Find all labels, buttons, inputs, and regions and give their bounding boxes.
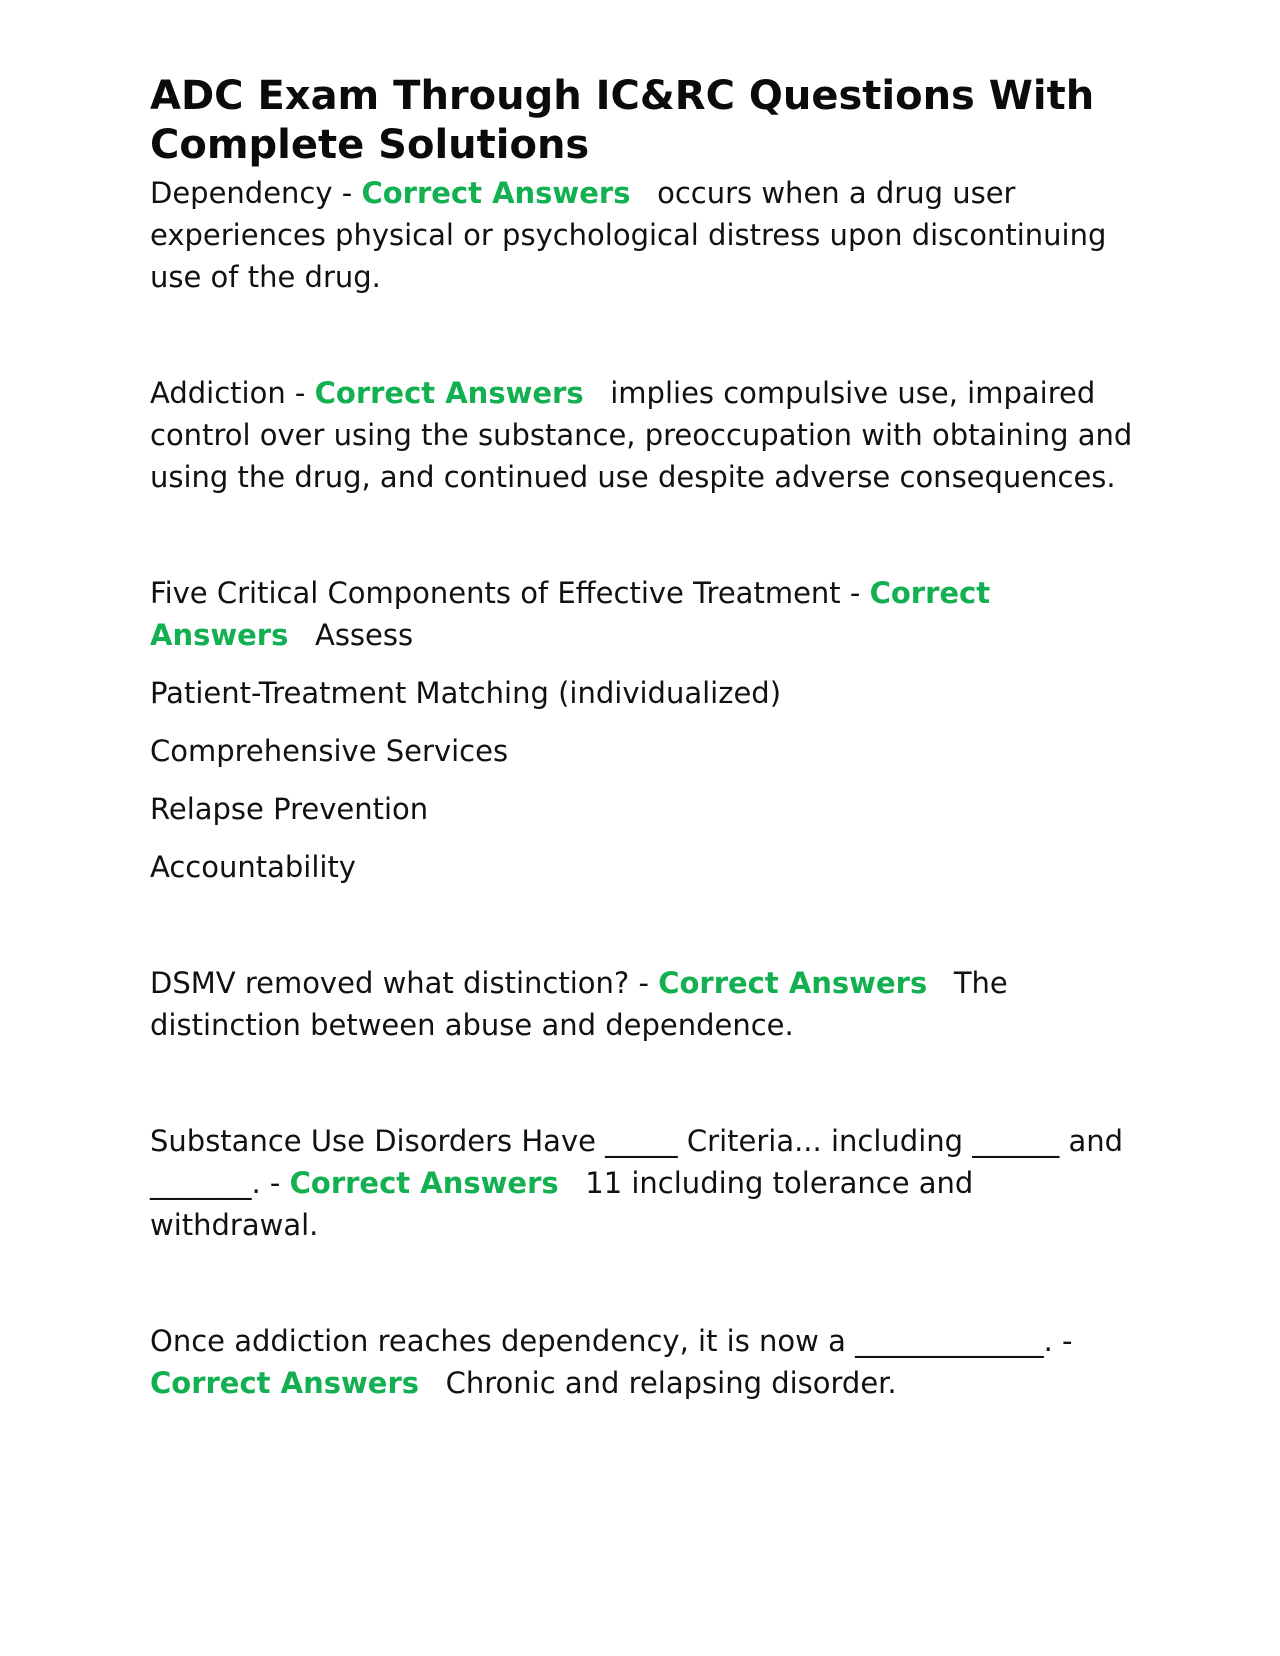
qa-entry-chronic xyxy=(150,1320,1135,1404)
correct-answers-label: Correct Answers xyxy=(658,966,928,1000)
question-text: Dependency - xyxy=(150,176,362,210)
list-item: Accountability xyxy=(150,850,356,884)
question-text: Substance Use Disorders Have _____ Criteria... including ______ and _______. - xyxy=(150,1124,1124,1200)
correct-answers-label: Correct Answers xyxy=(314,376,584,410)
answer-text: The distinction between abuse and dependence. xyxy=(150,966,1008,1042)
list-item: Comprehensive Services xyxy=(150,734,509,768)
question-text: Once addiction reaches dependency, it is now a _____________. - xyxy=(150,1324,1073,1358)
list-item: Relapse Prevention xyxy=(150,792,429,826)
qa-entry-sud-criteria xyxy=(150,1120,1135,1246)
spacer xyxy=(150,298,1135,372)
qa-entry-addiction xyxy=(150,372,1135,498)
qa-entry-dsmv xyxy=(150,962,1135,1046)
correct-answers-label: Correct Answers xyxy=(150,1366,420,1400)
spacer xyxy=(150,1046,1135,1120)
correct-answers-label: Correct Answers xyxy=(289,1166,559,1200)
spacer xyxy=(150,1246,1135,1320)
spacer xyxy=(150,888,1135,962)
qa-entry-five-components xyxy=(150,572,1135,656)
document-title: ADC Exam Through IC&RC Questions With Complete Solutions xyxy=(150,73,1095,168)
question-text: Addiction - xyxy=(150,376,315,410)
list-item: Patient-Treatment Matching (individualized) xyxy=(150,676,782,710)
spacer xyxy=(150,498,1135,572)
question-text: Five Critical Components of Effective Treatment - xyxy=(150,576,870,610)
answer-text: implies compulsive use, impaired control over using the substance, preoccupation with obtaining and using the drug, and continued use despite adverse consequences. xyxy=(150,376,1133,494)
question-text: DSMV removed what distinction? - xyxy=(150,966,659,1000)
correct-answers-label: Correct Answers xyxy=(150,576,991,652)
answer-text: Chronic and relapsing disorder. xyxy=(445,1366,897,1400)
document-content xyxy=(150,72,1135,1404)
qa-entry-dependency xyxy=(150,172,1135,298)
answer-text: Assess xyxy=(314,618,414,652)
answer-text: 11 including tolerance and withdrawal. xyxy=(150,1166,974,1242)
answer-text: occurs when a drug user experiences physical or psychological distress upon discontinuing use of the drug. xyxy=(150,176,1107,294)
correct-answers-label: Correct Answers xyxy=(361,176,631,210)
